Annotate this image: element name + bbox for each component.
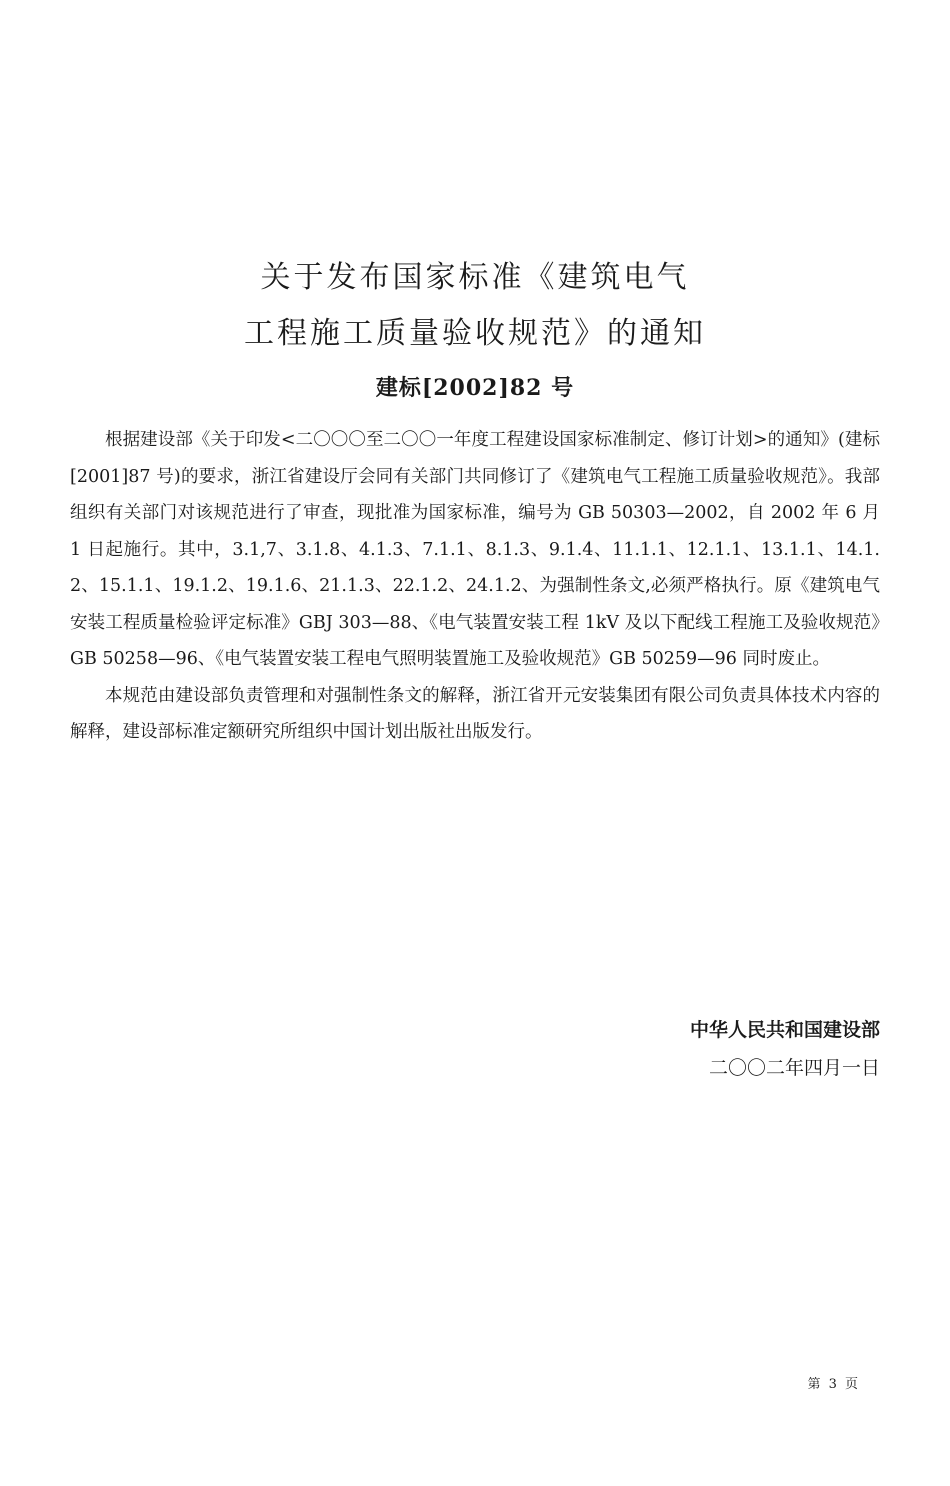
issue-date: 二〇〇二年四月一日 (708, 1057, 880, 1079)
body-paragraph-2: 本规范由建设部负责管理和对强制性条文的解释，浙江省开元安装集团有限公司负责具体技术内容的解释，建设部标准定额研究所组织中国计划出版社出版发行。 (70, 685, 880, 742)
issuing-authority: 中华人民共和国建设部 (689, 1019, 880, 1041)
notice-title-line-2: 工程施工质量验收规范》的通知 (244, 316, 706, 351)
body-paragraph-1: 根据建设部《关于印发<二〇〇〇至二〇〇一年度工程建设国家标准制定、修订计划>的通知》(建标[2001]87 号)的要求，浙江省建设厅会同有关部门共同修订了《建筑电气工程施工质量验收规范》。我部组织有关部门对该规范进行了审查，现批准为国家标准，编号为 GB 50303—2002，自 2002 年 6 月 1 日起施行。其中，3.1,7、3.1.8、4.1.3、7.1.1、8.1.3、9.1.4、11.1.1、12.1.1、13.1.1、14.1.2、15.1.1、19.1.2、19.1.6、21.1.3、22.1.2、24.1.2、为强制性条文,必须严格执行。原《建筑电气安装工程质量检验评定标准》GBJ 303—88、《电气装置安装工程 1kV 及以下配线工程施工及验收规范》GB 50258—96、《电气装置安装工程电气照明装置施工及验收规范》GB 50259—96 同时废止。 (70, 430, 880, 669)
notice-body (70, 422, 880, 751)
document-number: 建标[2002]82 号 (375, 375, 575, 401)
notice-title-line-1: 关于发布国家标准《建筑电气 (260, 260, 690, 295)
page-number: 第 3 页 (807, 1377, 860, 1392)
